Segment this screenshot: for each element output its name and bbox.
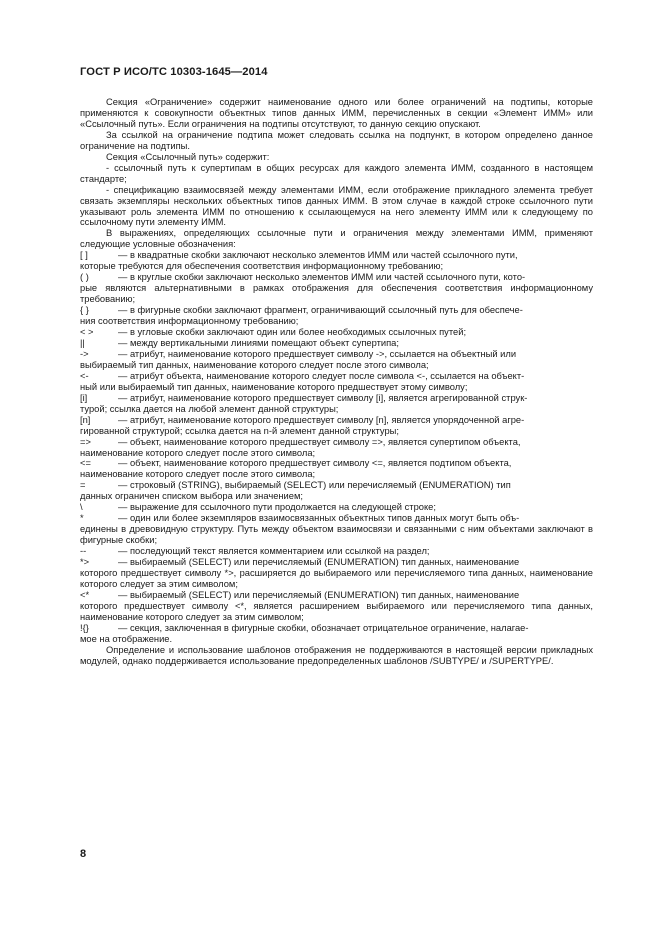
notation-description: — в фигурные скобки заключают фрагмент, ограничивающий ссылочный путь для обеспече- bbox=[118, 305, 523, 316]
notation-entry bbox=[80, 371, 593, 393]
notation-symbol: * bbox=[80, 513, 84, 524]
notation-description-continued: наименование которого следует после этого символа; bbox=[80, 447, 316, 458]
notation-description-continued: турой; ссылка дается на любой элемент данной структуры; bbox=[80, 403, 339, 414]
notation-symbol: < > bbox=[80, 327, 94, 338]
notation-description: — в квадратные скобки заключают несколько элементов ИММ или частей ссылочного пути, bbox=[118, 250, 518, 261]
list-item-relationship-spec: - спецификацию взаимосвязей между элементами ИММ, если отображение прикладного элемента требует связать экземпляры нескольких объектных типов данных ИММ. В этом случае в каждой строке ссылочного пути указывают роль элемента ИММ по отношению к ссылающемуся на него элементу ИММ или к следующему по ссылочному пути элементу ИММ. bbox=[80, 184, 593, 228]
paragraph-notation-intro: В выражениях, определяющих ссылочные пути и ограничения между элементами ИММ, применяют следующие условные обозначения: bbox=[80, 228, 593, 250]
notation-description: — строковый (STRING), выбираемый (SELECT) или перечисляемый (ENUMERATION) тип bbox=[118, 480, 511, 491]
notation-symbol: -- bbox=[80, 546, 87, 557]
notation-description: — один или более экземпляров взаимосвязанных объектных типов данных могут быть объ- bbox=[118, 513, 520, 524]
notation-symbol: <- bbox=[80, 370, 89, 381]
notation-description-continued: ный или выбираемый тип данных, наименование которого предшествует этому символу; bbox=[80, 381, 468, 392]
body-text bbox=[80, 97, 593, 667]
notation-entry bbox=[80, 393, 593, 415]
notation-description-continued: мое на отображение. bbox=[80, 633, 173, 644]
notation-symbol: <* bbox=[80, 589, 90, 600]
notation-description-continued: выбираемый тип данных, наименование которого следует после этого символа; bbox=[80, 359, 429, 370]
notation-entry bbox=[80, 546, 593, 557]
notation-description: — между вертикальными линиями помещают объект супертипа; bbox=[118, 337, 399, 348]
notation-entry bbox=[80, 305, 593, 327]
notation-description: — объект, наименование которого предшествует символу =>, является супертипом объекта, bbox=[118, 436, 521, 447]
notation-description-continued: наименование которого следует после этого символа; bbox=[80, 469, 316, 480]
notation-description: — выбираемый (SELECT) или перечисляемый (ENUMERATION) тип данных, наименование bbox=[118, 589, 520, 600]
notation-description: — выражение для ссылочного пути продолжается на следующей строке; bbox=[118, 502, 436, 513]
notation-entry bbox=[80, 480, 593, 502]
notation-entry bbox=[80, 513, 593, 546]
list-item-supertype-path: - ссылочный путь к супертипам в общих ресурсах для каждого элемента ИММ, созданного в настоящем стандарте; bbox=[80, 162, 593, 184]
notation-symbol: -> bbox=[80, 348, 89, 359]
notation-entry bbox=[80, 623, 593, 645]
notation-description: — атрибут, наименование которого предшествует символу ->, ссылается на объектный или bbox=[118, 348, 517, 359]
notation-list bbox=[80, 250, 593, 644]
notation-description-continued: которые требуются для обеспечения соответствия информационному требованию; bbox=[80, 261, 444, 272]
notation-symbol: !{} bbox=[80, 622, 89, 633]
notation-symbol: *> bbox=[80, 557, 90, 568]
notation-entry bbox=[80, 349, 593, 371]
notation-description: — атрибут, наименование которого предшествует символу [i], является агрегированной струк- bbox=[118, 392, 528, 403]
notation-symbol: = bbox=[80, 480, 86, 491]
notation-description-continued: которого предшествует символу <*, является расширением выбираемого или перечисляемого типа данных, наименование которого следует за этим символом; bbox=[80, 600, 593, 622]
notation-description-continued: которого предшествует символу *>, расширяется до выбираемого или перечисляемого типа данных, наименование которого следует за этим символом; bbox=[80, 567, 593, 589]
notation-symbol: || bbox=[80, 337, 85, 348]
notation-entry bbox=[80, 557, 593, 590]
notation-symbol: [i] bbox=[80, 392, 88, 403]
notation-description: — в круглые скобки заключают несколько элементов ИММ или частей ссылочного пути, кото- bbox=[118, 272, 526, 283]
notation-description-continued: рые являются альтернативными в рамках отображения для обеспечения соответствия информационному требованию; bbox=[80, 283, 593, 305]
notation-symbol: <= bbox=[80, 458, 91, 469]
notation-description-continued: единены в древовидную структуру. Путь между объектом взаимосвязи и связанными с ним объектами заключают в фигурные скобки; bbox=[80, 524, 593, 546]
standard-header: ГОСТ Р ИСО/ТС 10303-1645—2014 bbox=[80, 66, 268, 78]
notation-description: — выбираемый (SELECT) или перечисляемый (ENUMERATION) тип данных, наименование bbox=[118, 557, 520, 568]
notation-entry bbox=[80, 458, 593, 480]
notation-description: — в угловые скобки заключают один или более необходимых ссылочных путей; bbox=[118, 327, 467, 338]
page-number: 8 bbox=[80, 848, 87, 860]
paragraph-reference-path-intro: Секция «Ссылочный путь» содержит: bbox=[106, 151, 270, 162]
notation-entry bbox=[80, 250, 593, 272]
paragraph-restriction-section: Секция «Ограничение» содержит наименование одного или более ограничений на подтипы, которые применяются к совокупности объектных типов данных ИММ, перечисленных в секции «Элемент ИММ» или «Ссылочный путь». Если ограничения на подтипы отсутствуют, то данную секцию опускают. bbox=[80, 97, 593, 129]
notation-description: — объект, наименование которого предшествует символу <=, является подтипом объекта, bbox=[118, 458, 512, 469]
notation-description: — секция, заключенная в фигурные скобки, обозначает отрицательное ограничение, налагае- bbox=[118, 622, 529, 633]
notation-symbol: ( ) bbox=[80, 272, 89, 283]
notation-description-continued: данных ограничен списком выбора или значением; bbox=[80, 491, 303, 502]
notation-entry bbox=[80, 502, 593, 513]
notation-entry bbox=[80, 415, 593, 437]
notation-entry bbox=[80, 272, 593, 305]
notation-description: — атрибут объекта, наименование которого следует после символа <-, ссылается на объект- bbox=[118, 370, 525, 381]
notation-symbol: { } bbox=[80, 305, 89, 316]
notation-description: — атрибут, наименование которого предшествует символу [n], является упорядоченной агре- bbox=[118, 414, 525, 425]
notation-symbol: [n] bbox=[80, 414, 91, 425]
notation-symbol: [ ] bbox=[80, 250, 88, 261]
notation-entry bbox=[80, 437, 593, 459]
notation-entry bbox=[80, 338, 593, 349]
notation-symbol: \ bbox=[80, 502, 83, 513]
notation-description-continued: гированной структурой; ссылка дается на n-й элемент данной структуры; bbox=[80, 425, 399, 436]
notation-entry bbox=[80, 327, 593, 338]
notation-entry bbox=[80, 590, 593, 623]
paragraph-subtype-reference: За ссылкой на ограничение подтипа может следовать ссылка на подпункт, в котором определено данное ограничение на подтипы. bbox=[80, 129, 593, 151]
notation-symbol: => bbox=[80, 436, 91, 447]
notation-description-continued: ния соответствия информационному требованию; bbox=[80, 316, 299, 327]
paragraph-closing: Определение и использование шаблонов отображения не поддерживаются в настоящей версии прикладных модулей, однако поддерживается использование предопределенных шаблонов /SUBTYPE/ и /SUPERTYPE/. bbox=[80, 644, 593, 666]
notation-description: — последующий текст является комментарием или ссылкой на раздел; bbox=[118, 546, 430, 557]
